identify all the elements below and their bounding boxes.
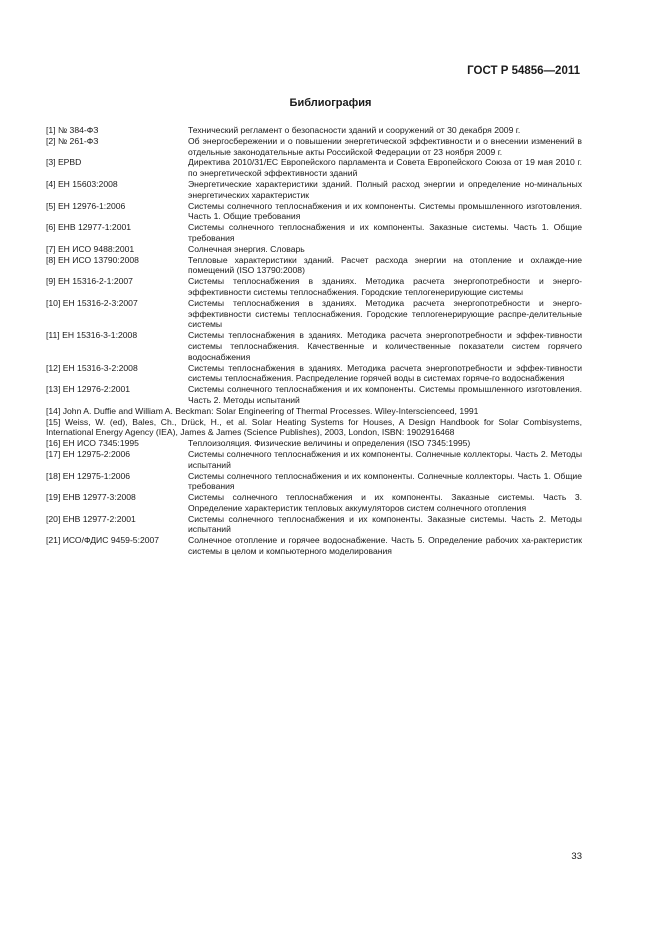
entry-reference: [17] ЕН 12975-2:2006 bbox=[46, 448, 131, 459]
entry-description: Системы теплоснабжения в зданиях. Методика расчета энергопотребности и эффек-тивности системы теплоснабжения. Качественные и количественные показатели систем горячего водоснабжения bbox=[188, 330, 582, 362]
entry-reference: [3] EPBD bbox=[46, 157, 82, 168]
bibliography-entry bbox=[46, 417, 582, 439]
bibliography-entry bbox=[46, 298, 582, 330]
entry-description: Системы солнечного теплоснабжения и их компоненты. Системы промышленного изготовления. Часть 2. Методы испытаний bbox=[188, 384, 582, 405]
entry-reference: [5] ЕН 12976-1:2006 bbox=[46, 200, 126, 211]
bibliography-entry bbox=[46, 514, 582, 536]
entry-full-text: [15] Weiss, W. (ed), Bales, Ch., Drück, H., et al. Solar Heating Systems for Houses, A Design Handbook for Solar Combisystems, International Energy Agency (IEA), James & James (Science Publishes), 2003, London, ISBN: 1902916468 bbox=[46, 416, 582, 438]
entry-description: Технический регламент о безопасности зданий и сооружений от 30 декабря 2009 г. bbox=[188, 125, 521, 135]
entry-reference: [2] № 261-ФЗ bbox=[46, 135, 99, 146]
entry-reference: [4] ЕН 15603:2008 bbox=[46, 178, 118, 189]
entry-reference: [16] ЕН ИСО 7345:1995 bbox=[46, 438, 139, 449]
entry-reference: [21] ИСО/ФДИС 9459-5:2007 bbox=[46, 535, 160, 546]
bibliography-entry bbox=[46, 179, 582, 201]
bibliography-entry bbox=[46, 492, 582, 514]
bibliography-entry bbox=[46, 276, 582, 298]
entry-description: Системы солнечного теплоснабжения и их компоненты. Солнечные коллекторы. Часть 1. Общие требования bbox=[188, 470, 582, 492]
bibliography-entry bbox=[46, 244, 582, 255]
bibliography-entry bbox=[46, 384, 582, 406]
entry-description: Системы теплоснабжения в зданиях. Методика расчета энергопотребности и энерго-эффективности системы теплоснабжения. Городские теплогенерирующие распре-делительные системы bbox=[188, 297, 582, 330]
entry-reference: [20] ЕНВ 12977-2:2001 bbox=[46, 513, 136, 524]
entry-reference: [8] ЕН ИСО 13790:2008 bbox=[46, 254, 139, 265]
entry-description: Системы солнечного теплоснабжения и их компоненты. Солнечные коллекторы. Часть 2. Методы испытаний bbox=[188, 448, 582, 470]
entry-reference: [1] № 384-ФЗ bbox=[46, 125, 99, 135]
bibliography-entry bbox=[46, 438, 582, 449]
bibliography-entry bbox=[46, 406, 582, 417]
entry-description: Солнечное отопление и горячее водоснабжение. Часть 5. Определение рабочих ха-рактеристик системы в целом и компьютерного моделирования bbox=[188, 535, 582, 557]
bibliography-entry bbox=[46, 157, 582, 179]
page-title: Библиография bbox=[289, 97, 372, 109]
entry-reference: [9] ЕН 15316-2-1:2007 bbox=[46, 276, 133, 287]
bibliography-entry bbox=[46, 535, 582, 557]
entry-description: Системы теплоснабжения в зданиях. Методика расчета энергопотребности и эффек-тивности системы теплоснабжения. Распределение горячей воды в системах горяче-го водоснабжения bbox=[188, 362, 582, 384]
entry-reference: [11] ЕН 15316-3-1:2008 bbox=[46, 330, 138, 341]
entry-description: Системы теплоснабжения в зданиях. Методика расчета энергопотребности и энерго-эффективности системы теплоснабжения. Городские теплогенерирующие системы bbox=[188, 276, 582, 297]
entry-reference: [6] ЕНВ 12977-1:2001 bbox=[46, 222, 132, 233]
entry-description: Солнечная энергия. Словарь bbox=[188, 243, 305, 254]
entry-full-text: [14] John A. Duffie and William A. Beckman: Solar Engineering of Thermal Processes. Wiley-Intersciencеed, 1991 bbox=[46, 405, 479, 416]
entry-description: Теплоизоляция. Физические величины и определения (ISO 7345:1995) bbox=[188, 438, 471, 449]
bibliography-entry bbox=[46, 201, 582, 223]
entry-reference: [10] ЕН 15316-2-3:2007 bbox=[46, 297, 138, 308]
entry-reference: [12] ЕН 15316-3-2:2008 bbox=[46, 362, 138, 373]
bibliography-entry bbox=[46, 125, 582, 136]
bibliography-entry bbox=[46, 222, 582, 244]
bibliography-entry bbox=[46, 449, 582, 471]
entry-description: Системы солнечного теплоснабжения и их компоненты. Заказные системы. Часть 1. Общие требования bbox=[188, 222, 582, 243]
entry-description: Тепловые характеристики зданий. Расчет расхода энергии на отопление и охлажде-ние помещений (ISO 13790:2008) bbox=[188, 254, 582, 276]
bibliography-entry bbox=[46, 363, 582, 385]
entry-description: Системы солнечного теплоснабжения и их компоненты. Заказные системы. Часть 3. Определение характеристик тепловых аккумуляторов систем солнечного отопления bbox=[188, 492, 582, 513]
entry-description: Системы солнечного теплоснабжения и их компоненты. Системы промышленного изготовления. Часть 1. Общие требования bbox=[188, 200, 582, 222]
entry-reference: [18] ЕН 12975-1:2006 bbox=[46, 470, 131, 481]
page-number: 33 bbox=[571, 851, 582, 862]
entry-reference: [13] ЕН 12976-2:2001 bbox=[46, 384, 131, 395]
entry-description: Директива 2010/31/ЕС Европейского парламента и Совета Европейского Союза от 19 мая 2010 г. по энергетической эффективности зданий bbox=[188, 157, 582, 179]
bibliography-entry bbox=[46, 471, 582, 493]
bibliography-entry bbox=[46, 330, 582, 362]
bibliography-entry bbox=[46, 255, 582, 277]
bibliography-list bbox=[46, 125, 582, 557]
entry-description: Системы солнечного теплоснабжения и их компоненты. Заказные системы. Часть 2. Методы испытаний bbox=[188, 513, 582, 535]
bibliography-entry bbox=[46, 136, 582, 158]
entry-reference: [19] ЕНВ 12977-3:2008 bbox=[46, 492, 136, 503]
document-code: ГОСТ Р 54856—2011 bbox=[467, 65, 580, 77]
entry-description: Об энергосбережении и о повышении энергетической эффективности и о внесении изменений в отдельные законодательные акты Российской Федерации от 23 ноября 2009 г. bbox=[188, 135, 582, 157]
entry-description: Энергетические характеристики зданий. Полный расход энергии и определение но-минальных энергетических характеристик bbox=[188, 178, 582, 200]
entry-reference: [7] ЕН ИСО 9488:2001 bbox=[46, 243, 135, 254]
